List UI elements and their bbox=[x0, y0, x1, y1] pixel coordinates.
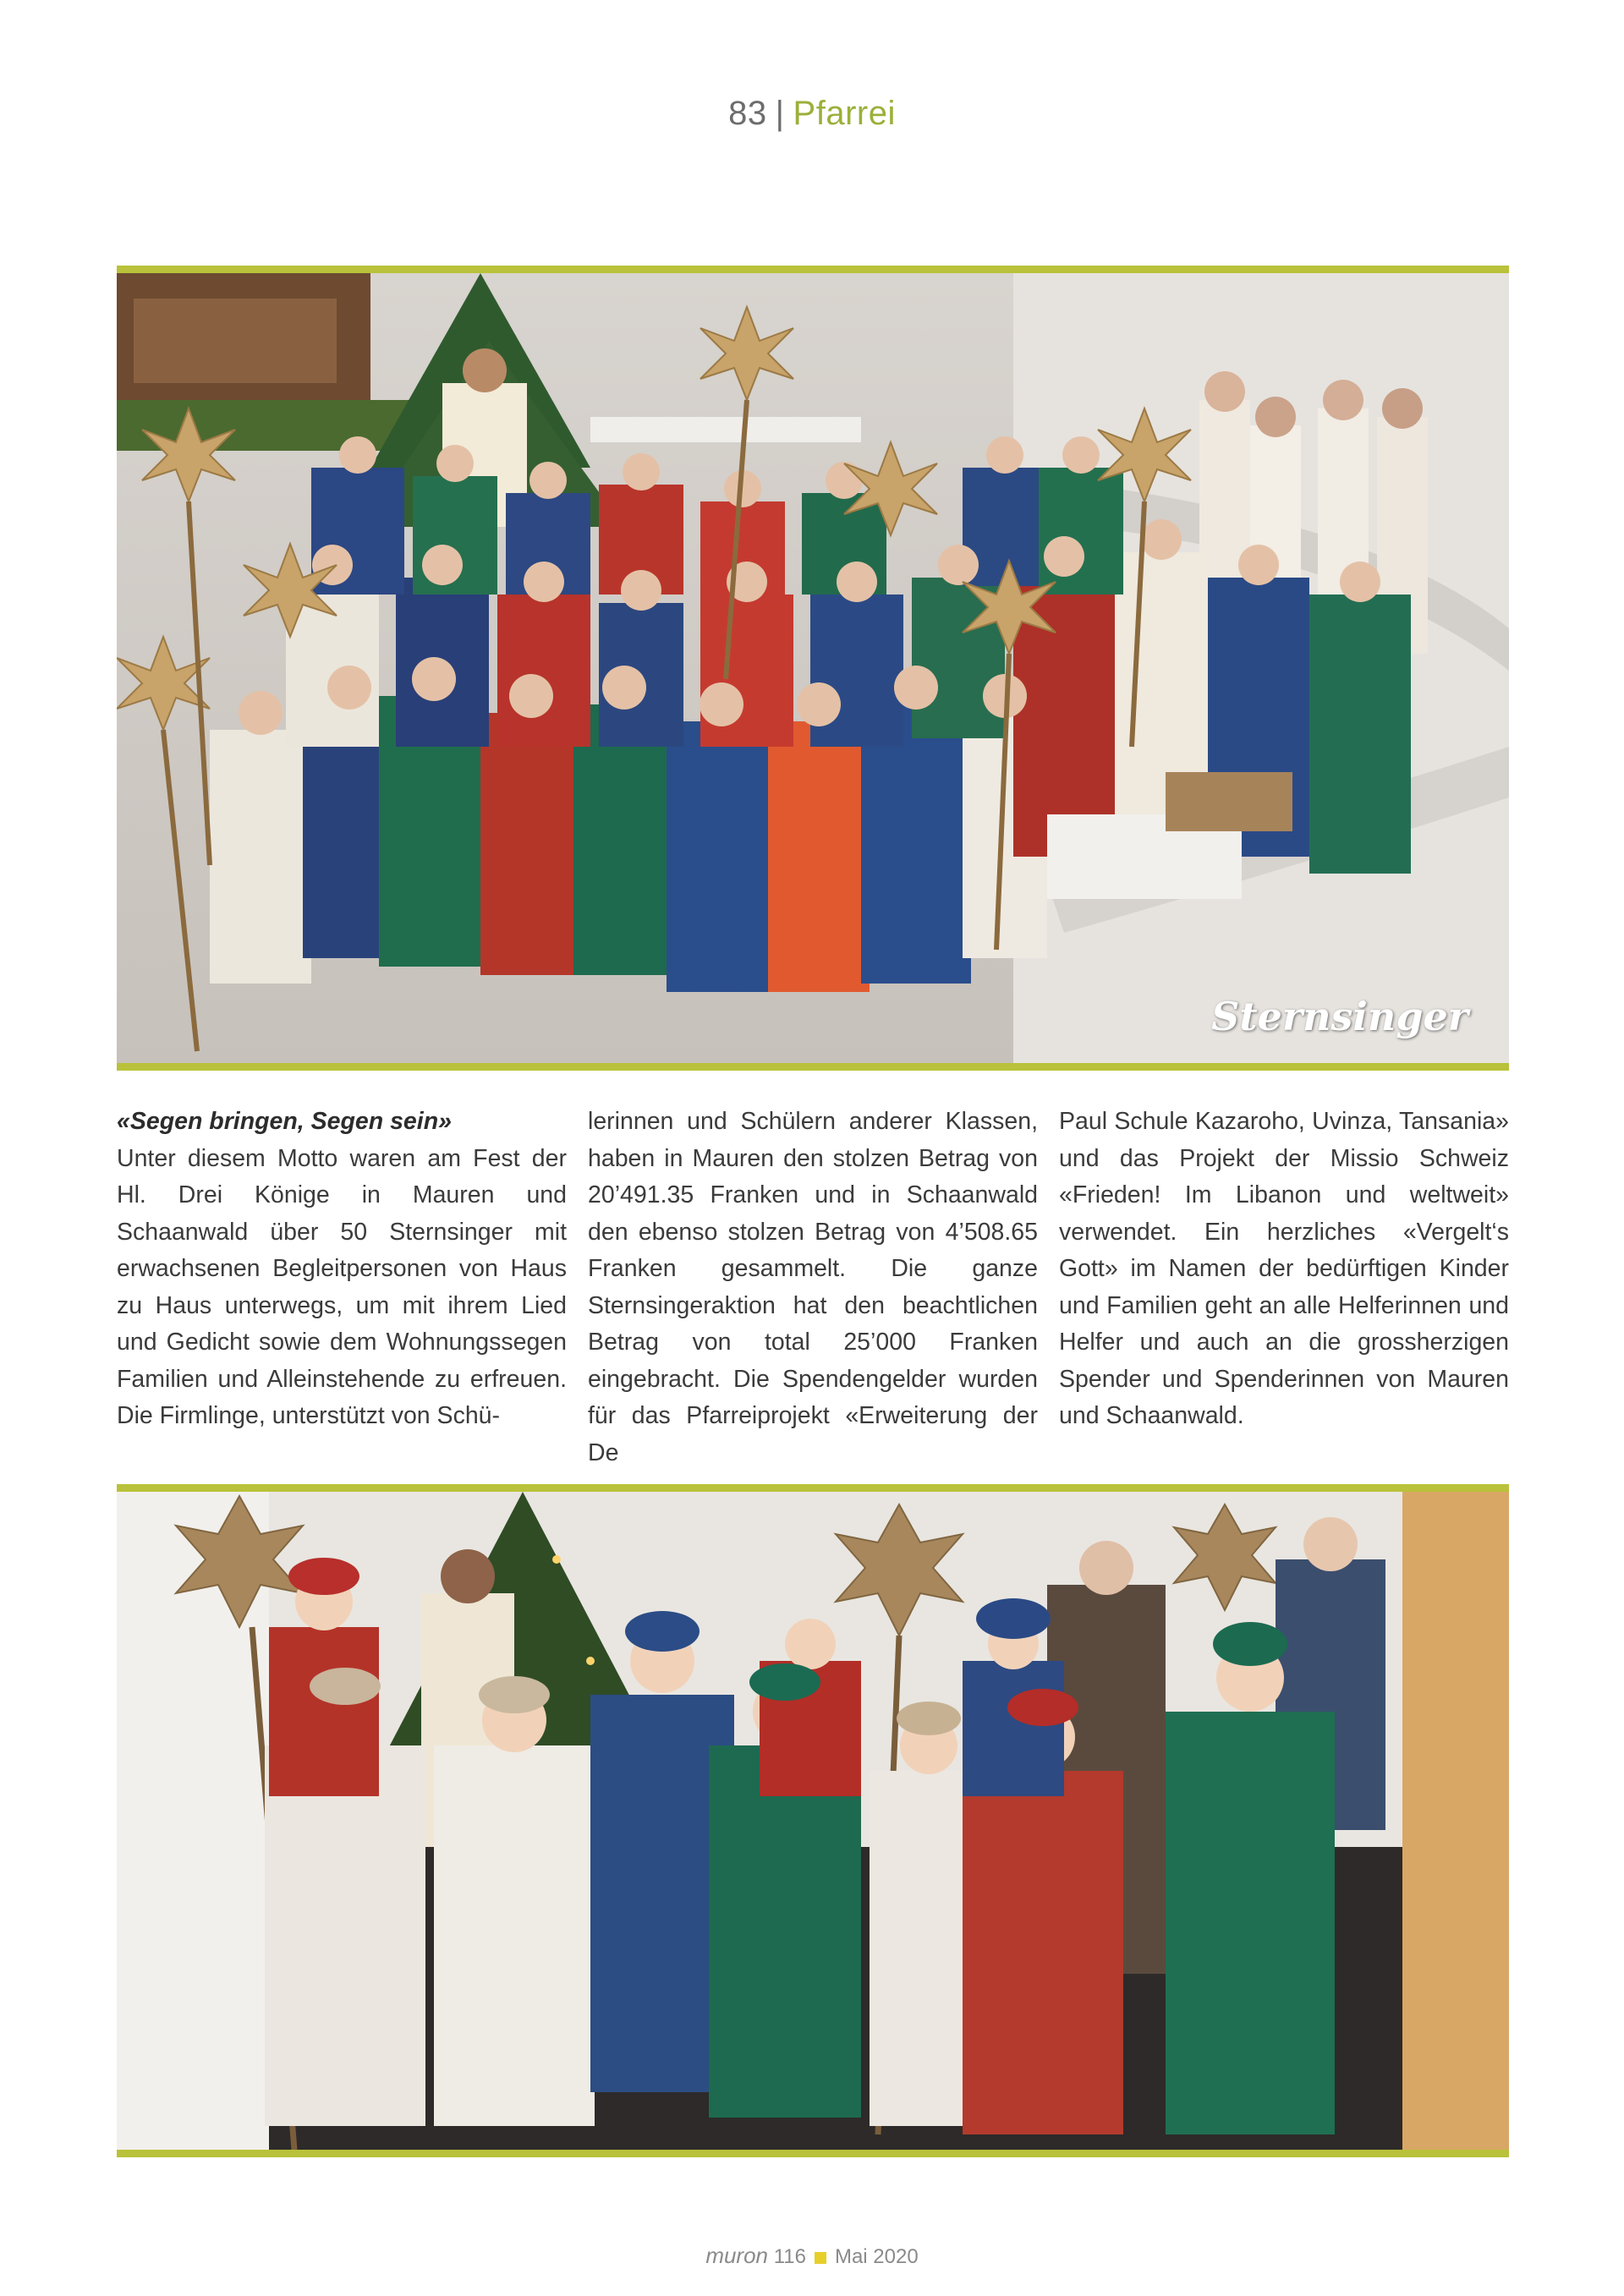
article-column-2 bbox=[588, 1104, 1038, 1471]
photo-sternsinger-illustration bbox=[117, 273, 1509, 1063]
article bbox=[117, 1104, 1509, 1471]
page-header bbox=[0, 95, 1624, 133]
photo-sternsinger-schaanwald bbox=[117, 1484, 1509, 2157]
header-separator: | bbox=[775, 95, 785, 132]
article-column-3 bbox=[1059, 1104, 1509, 1471]
photo-schaanwald-illustration bbox=[117, 1492, 1509, 2150]
section-title: Pfarrei bbox=[793, 95, 896, 132]
article-text-2: lerinnen und Schülern anderer Klassen, haben in Mauren den stolzen Betrag von 20’491.35 Franken und in Schaanwald den ebenso stolzen Betrag von 4’508.65 Franken gesammelt. Die ganze Sternsingeraktion hat den beachtlichen Betrag von total 25’000 Franken eingebracht. Die Spendengelder wurden für das Pfarreiprojekt «Erweiterung der De bbox=[588, 1108, 1038, 1466]
issue-number: 116 bbox=[773, 2245, 806, 2268]
article-column-1 bbox=[117, 1104, 567, 1471]
photo-caption: Sternsinger bbox=[1211, 994, 1468, 1039]
page-number: 83 bbox=[728, 95, 767, 132]
page-footer bbox=[0, 2243, 1624, 2269]
magazine-name: muron bbox=[705, 2243, 769, 2268]
article-text-1: Unter diesem Motto waren am Fest der Hl. Drei Könige in Mauren und Schaanwald über 50 Sternsinger mit erwachsenen Begleitpersonen von Haus zu Haus unterwegs, um mit ihrem Lied und Gedicht sowie dem Wohnungssegen Familien und Alleinstehende zu erfreuen. Die Firmlinge, unterstützt von Schü- bbox=[117, 1144, 567, 1429]
issue-date: Mai 2020 bbox=[834, 2245, 919, 2268]
article-text-3: Paul Schule Kazaroho, Uvinza, Tansania» und das Projekt der Missio Schweiz «Frieden! Im Libanon und weltweit» verwendet. Ein herzliches «Vergelt‘s Gott» im Namen der bedürftigen Kinder und Familien geht an alle Helferinnen und Helfer und auch an die grossherzigen Spender und Spenderinnen von Mauren und Schaanwald. bbox=[1059, 1108, 1509, 1429]
footer-square-icon bbox=[815, 2252, 826, 2264]
article-title: «Segen bringen, Segen sein» bbox=[117, 1108, 452, 1135]
photo-sternsinger-group bbox=[117, 266, 1509, 1071]
